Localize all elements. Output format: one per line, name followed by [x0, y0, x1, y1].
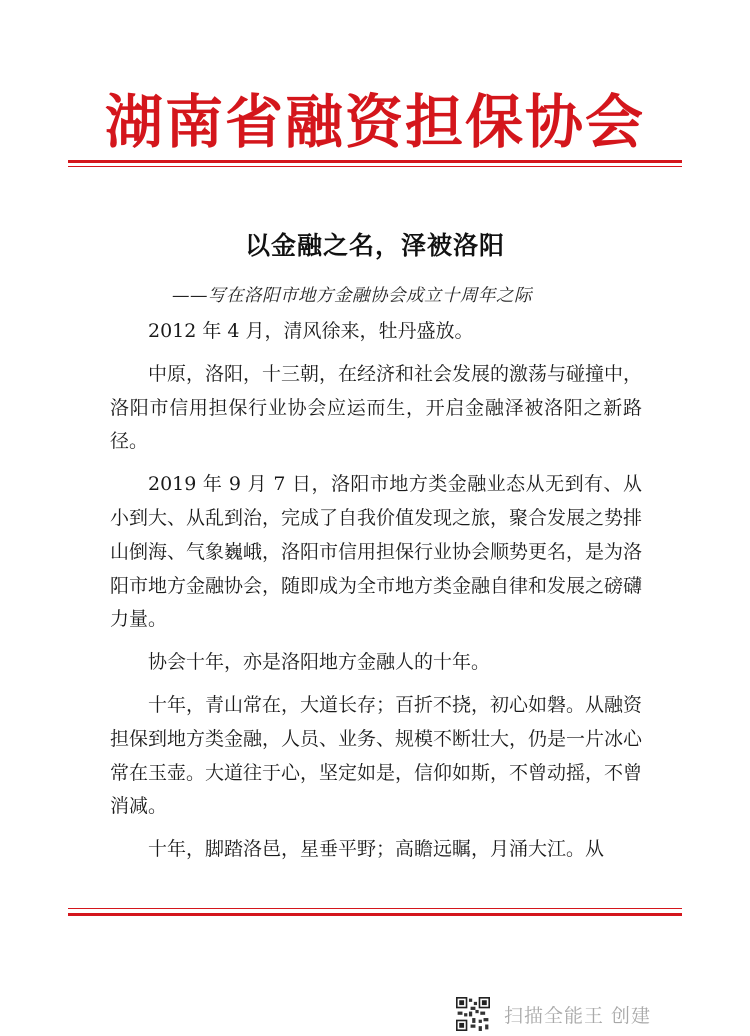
scanner-watermark: [456, 996, 651, 1032]
paragraph: 2019 年 9 月 7 日，洛阳市地方类金融业态从无到有、从小到大、从乱到治，完成了自我价值发现之旅，聚合发展之势排山倒海、气象巍峨，洛阳市信用担保行业协会顺势更名，是为洛阳市地方金融协会，随即成为全市地方类金融自律和发展之磅礴力量。: [110, 473, 643, 631]
paragraph: 2012 年 4 月，清风徐来，牡丹盛放。: [148, 320, 474, 342]
qr-code-icon: [456, 997, 490, 1031]
footer-rule-thin: [68, 908, 682, 909]
paragraph: 中原，洛阳，十三朝，在经济和社会发展的激荡与碰撞中，洛阳市信用担保行业协会应运而生，开启金融泽被洛阳之新路径。: [110, 362, 643, 453]
article-subtitle: ——写在洛阳市地方金融协会成立十周年之际: [172, 286, 532, 306]
letterhead-rule-thin: [68, 166, 682, 167]
paragraph: 十年，脚踏洛邑，星垂平野；高瞻远瞩，月涌大江。从: [148, 838, 605, 861]
letterhead-org-name: 湖南省融资担保协会: [104, 88, 645, 156]
watermark-text: 扫描全能王 创建: [504, 1004, 652, 1027]
article-title: 以金融之名，泽被洛阳: [244, 231, 505, 260]
letterhead-rule-thick: [68, 160, 682, 163]
footer-rule-thick: [68, 913, 682, 916]
paragraph: 协会十年，亦是洛阳地方金融人的十年。: [148, 651, 491, 674]
article-body: [110, 315, 642, 876]
paragraph: 十年，青山常在，大道长存；百折不挠，初心如磐。从融资担保到地方类金融，人员、业务、规模不断壮大，仍是一片冰心常在玉壶。大道往于心，坚定如是，信仰如斯，不曾动摇，不曾消减。: [110, 693, 643, 818]
